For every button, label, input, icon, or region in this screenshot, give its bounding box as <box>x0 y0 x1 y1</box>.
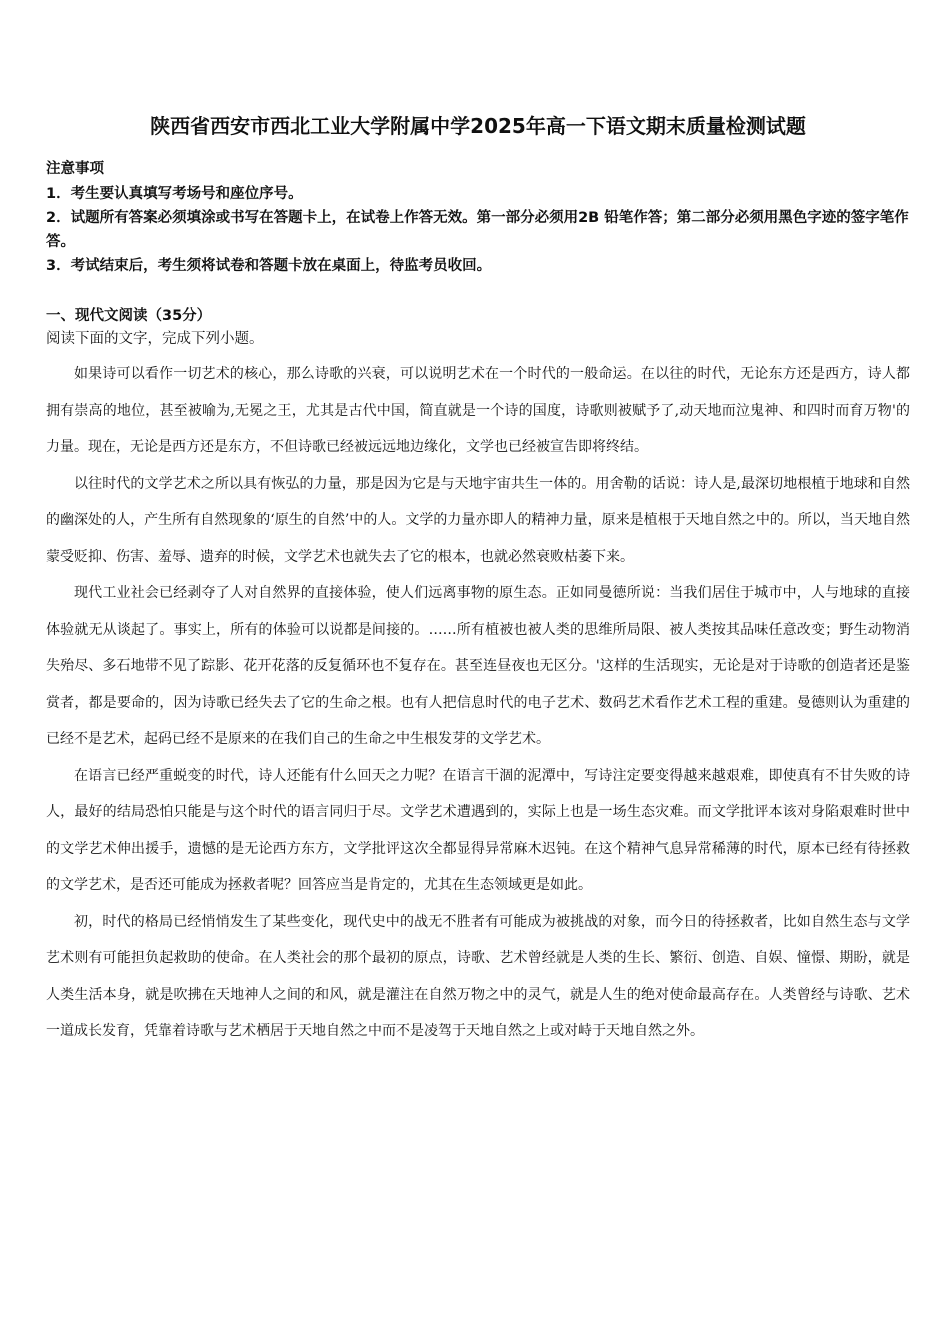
passage-paragraph-5: 初，时代的格局已经悄悄发生了某些变化，现代史中的战无不胜者有可能成为被挑战的对象，而今日的待拯救者，比如自然生态与文学艺术则有可能担负起救助的使命。在人类社会的那个最初的原点，诗歌、艺术曾经就是人类的生长、繁衍、创造、自娱、憧憬、期盼，就是人类生活本身，就是吹拂在天地神人之间的和风，就是灌注在自然万物之中的灵气，就是人生的绝对使命最高存在。人类曾经与诗歌、艺术一道成长发育，凭靠着诗歌与艺术栖居于天地自然之中而不是凌驾于天地自然之上或对峙于天地自然之外。 <box>46 913 910 1039</box>
passage-paragraph-2: 以往时代的文学艺术之所以具有恢弘的力量，那是因为它是与天地宇宙共生一体的。用舍勒的话说：诗人是,最深切地根植于地球和自然的幽深处的人，产生所有自然现象的‘原生的自然’中的人。文学的力量亦即人的精神力量，原来是植根于天地自然之中的。所以，当天地自然蒙受贬抑、伤害、羞辱、遗弃的时候，文学艺术也就失去了它的根本，也就必然衰败枯萎下来。 <box>46 475 910 565</box>
exam-title: 陕西省西安市西北工业大学附属中学2025年高一下语文期末质量检测试题 <box>150 114 806 138</box>
section-instruction: 阅读下面的文字，完成下列小题。 <box>46 331 264 347</box>
passage-paragraph-1: 如果诗可以看作一切艺术的核心，那么诗歌的兴衰，可以说明艺术在一个时代的一般命运。在以往的时代，无论东方还是西方，诗人都拥有崇高的地位，甚至被喻为,无冕之王，尤其是古代中国，简直就是一个诗的国度，诗歌则被赋予了,动天地而泣鬼神、和四时而育万物'的力量。现在，无论是西方还是东方，不但诗歌已经被远远地边缘化，文学也已经被宣告即将终结。 <box>46 366 910 455</box>
notice-block <box>46 157 910 278</box>
exam-page <box>46 110 910 1050</box>
passage-paragraph-4: 在语言已经严重蜕变的时代，诗人还能有什么回天之力呢？在语言干涸的泥潭中，写诗注定要变得越来越艰难，即使真有不甘失败的诗人，最好的结局恐怕只能是与这个时代的语言同归于尽。文学艺术遭遇到的，实际上也是一场生态灾难。而文学批评本该对身陷艰难时世中的文学艺术伸出援手，遗憾的是无论西方东方，文学批评这次全都显得异常麻木迟钝。在这个精神气息异常稀薄的时代，原本已经有待拯救的文学艺术，是否还可能成为拯救者呢？回答应当是肯定的，尤其在生态领域更是如此。 <box>46 767 910 893</box>
notice-item-2: 2．试题所有答案必须填涂或书写在答题卡上，在试卷上作答无效。第一部分必须用2B 铅笔作答；第二部分必须用黑色字迹的签字笔作答。 <box>46 210 909 250</box>
notice-heading: 注意事项 <box>46 161 104 177</box>
notice-item-3: 3．考试结束后，考生须将试卷和答题卡放在桌面上，待监考员收回。 <box>46 258 492 274</box>
notice-item-1: 1．考生要认真填写考场号和座位序号。 <box>46 186 303 202</box>
reading-section <box>46 304 910 1050</box>
passage-paragraph-3: 现代工业社会已经剥夺了人对自然界的直接体验，使人们远离事物的原生态。正如同曼德所说：当我们居住于城市中，人与地球的直接体验就无从谈起了。事实上，所有的体验可以说都是间接的。……所有植被也被人类的思维所局限、被人类按其品味任意改变；野生动物消失殆尽、多石地带不见了踪影、花开花落的反复循环也不复存在。甚至连昼夜也无区分。'这样的生活现实，无论是对于诗歌的创造者还是鉴赏者，都是要命的，因为诗歌已经失去了它的生命之根。也有人把信息时代的电子艺术、数码艺术看作艺术工程的重建。曼德则认为重建的已经不是艺术，起码已经不是原来的在我们自己的生命之中生根发芽的文学艺术。 <box>46 585 910 747</box>
section-heading: 一、现代文阅读（35分） <box>46 308 212 324</box>
